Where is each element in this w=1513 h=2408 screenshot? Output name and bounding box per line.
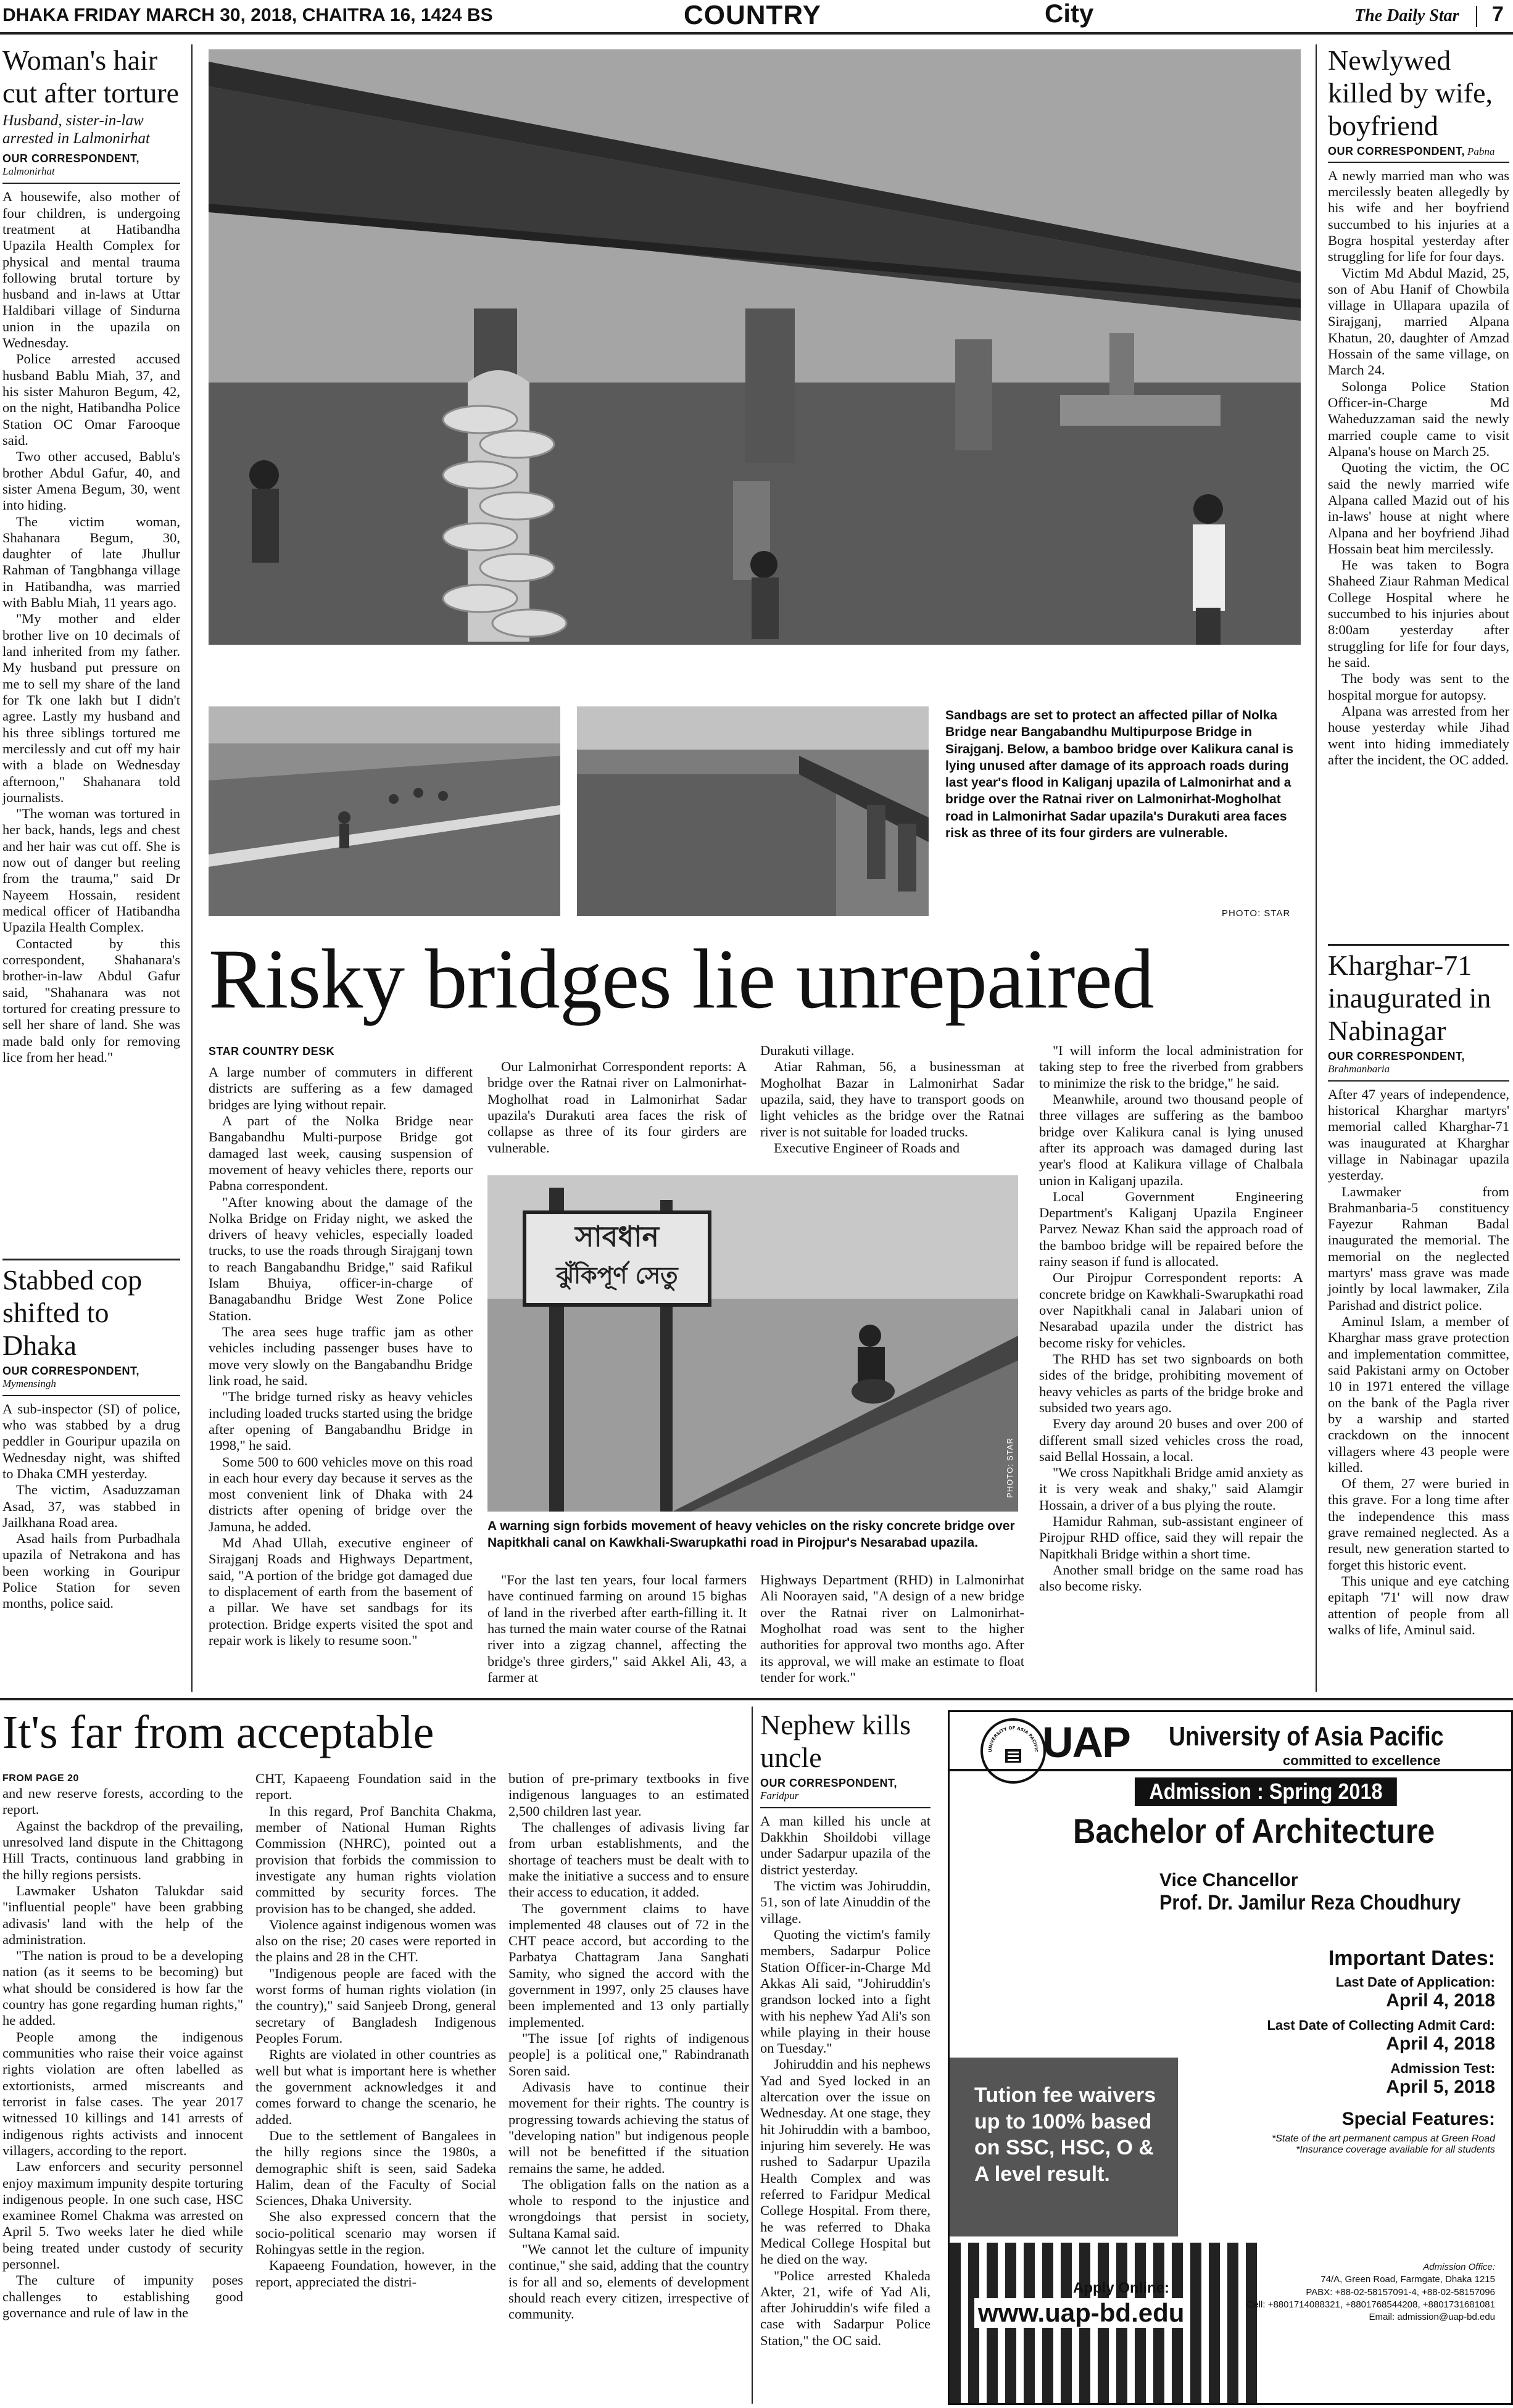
paragraph: "For the last ten years, four local farmers have continued farming on around 15 bighas of land in the riverbed after earth-filling it. It has turned the main water course of the Ratnai river into a zigzag channel, affecting the bridge's three girders," said Akkel Ali, 43, a farmer at (487, 1572, 747, 1685)
paragraph: Of them, 27 were buried in this grave. For a long time after the independence this mass grave remained neglected. As a result, new generation started to forget this historic event. (1328, 1476, 1509, 1573)
date-value: April 4, 2018 (1386, 1990, 1495, 2011)
paragraph: Md Ahad Ullah, executive engineer of Sirajganj Roads and Highways Department, said, "A portion of the bridge got damaged due to displacement of earth from the basement of a pillar. We have set sandbags for its protection. Bridge experts visited the spot and repair work is likely to resume soon." (209, 1535, 473, 1648)
paragraph: Asad hails from Purbadhala upazila of Netrakona and has been working in Gouripur Police Station for seven months, police said. (2, 1531, 180, 1612)
page-number: 7 (1492, 2, 1504, 26)
main-photo-caption: Sandbags are set to protect an affected pillar of Nolka Bridge near Bangabandhu Multipurpose Bridge in Sirajganj. Below, a bamboo bridge over Kalikura canal is lying unused after damage of its approach roads during last year's flood in Kaliganj upazila of Lalmonirhat and a bridge over the Ratnai river on Lalmonirhat-Mogholhat road in Lalmonirhat Sadar upazila's Durakuti area faces risk as three of its four girders are vulnerable. (945, 708, 1294, 841)
uap-vc-label: Vice Chancellor (1159, 1870, 1298, 1890)
paragraph: In this regard, Prof Banchita Chakma, member of National Human Rights Commission (NHRC), pointed out a provision that forbids the commission to investigate any human rights violation committed by security forces. The provision has to be changed, she added. (255, 1803, 496, 1916)
acceptable-column-2 (255, 1771, 496, 2290)
bridges-column-4 (1039, 1043, 1303, 1595)
bridges-column-2-bottom (487, 1572, 747, 1686)
paragraph: Solonga Police Station Officer-in-Charge Md Waheduzzaman said the newly married couple came to visit Alpana's house on March 25. (1328, 378, 1509, 459)
paragraph: He was taken to Bogra Shaheed Ziaur Rahman Medical College Hospital where he succumbed to his injuries about 8:00am yesterday after struggling for life for four days, he said. (1328, 557, 1509, 671)
article-woman-hair (2, 44, 180, 1065)
acceptable-column-3 (508, 1771, 749, 2323)
sign-photo-caption: A warning sign forbids movement of heavy vehicles on the risky concrete bridge over Napitkhali canal on Kawkhali-Swarupkathi road in Pirojpur's Nesarabad upazila. (487, 1519, 1015, 1550)
header-rule (0, 32, 1513, 35)
sign-text-line1: সাবধান (575, 1220, 659, 1253)
paragraph: "Indigenous people are faced with the worst forms of human rights violation (in the country)," said Sanjeeb Drong, general secretary of Bangladesh Indigenous Peoples Forum. (255, 1965, 496, 2046)
bridges-column-1 (209, 1043, 473, 1649)
date-value: April 4, 2018 (1386, 2034, 1495, 2054)
paragraph: Alpana was arrested from her house yesterday while Jihad went into hiding immediately after the incident, the OC added. (1328, 703, 1509, 767)
paragraph: "We cannot let the culture of impunity continue," she said, adding that the country is for all and so, elements of development should reach every citizen, irrespective of community. (508, 2241, 749, 2322)
paragraph: "We cross Napitkhali Bridge amid anxiety as it is very weak and shaky," said Alamgir Hossain, a driver of a bus plying the route. (1039, 1465, 1303, 1513)
bridges-desk: STAR COUNTRY DESK (209, 1045, 335, 1057)
paragraph: The RHD has set two signboards on both sides of the bridge, prohibiting movement of heavy vehicles as parts of the bridge broke and subsided two years ago. (1039, 1351, 1303, 1415)
paragraph: Two other accused, Bablu's brother Abdul Gafur, 40, and sister Amena Begum, 30, went into hiding. (2, 449, 180, 513)
subsection-title: City (1045, 0, 1094, 28)
paragraph: The area sees huge traffic jam as other vehicles including passenger buses have to move very slowly on the Bangabandhu Bridge link road, he said. (209, 1324, 473, 1388)
column-rule-right (1316, 44, 1317, 1692)
date-label: Last Date of Collecting Admit Card: (1267, 2017, 1495, 2033)
paragraph: Rights are violated in other countries as well but what is important here is whether the government acknowledges it and comes forward to change the scenario, he added. (255, 2046, 496, 2127)
feature-item: *Insurance coverage available for all students (1296, 2145, 1495, 2155)
date-label: Admission Test: (1390, 2061, 1495, 2076)
features-title: Special Features: (1341, 2109, 1495, 2129)
uap-waiver-text: Tution fee waivers up to 100% based on SSC, HSC, O & A level result. (974, 2083, 1156, 2186)
paragraph: "I will inform the local administration for taking step to free the riverbed from grabbers to minimize the risk to the bridge," he said. (1039, 1043, 1303, 1091)
date-value: April 5, 2018 (1386, 2077, 1495, 2097)
nolka-bridge-photo (209, 49, 1301, 645)
office-line: Cell: +8801714088321, +8801768544208, +8801731681081 (1246, 2299, 1495, 2310)
office-line: 74/A, Green Road, Farmgate, Dhaka 1215 (1320, 2274, 1495, 2285)
woman-hair-headline: Woman's hair cut after torture (2, 44, 180, 109)
paragraph: The victim, Asaduzzaman Asad, 37, was stabbed in Jailkhana Road area. (2, 1482, 180, 1530)
bridge-illustration (209, 49, 1301, 645)
nephew-place: Faridpur (760, 1789, 799, 1802)
article-kharghar (1328, 944, 1509, 1638)
stabbed-cop-place: Mymensingh (2, 1377, 56, 1389)
paragraph: Kapaeeng Foundation, however, in the report, appreciated the distri- (255, 2257, 496, 2290)
uap-office-info (1247, 2261, 1495, 2323)
paragraph: Our Pirojpur Correspondent reports: A concrete bridge on Kawkhali-Swarupkathi road over Napitkhali canal in Jalabari union of Nesarabad upazila under the district has become risky for vehicles. (1039, 1270, 1303, 1351)
sign-photo-credit: PHOTO: STAR (1005, 1438, 1014, 1498)
paragraph: bution of pre-primary textbooks in five indigenous languages to an estimated 2,500 children last year. (508, 1771, 749, 1819)
ad-rule (950, 1769, 1511, 1771)
woman-hair-body (2, 189, 180, 1065)
paragraph: The obligation falls on the nation as a whole to respond to the injustice and wrongdoings that persist in society, Sultana Kamal said. (508, 2176, 749, 2241)
paragraph: "The nation is proud to be a developing nation (as it seems to be becoming) but what should be considered is how far the country has gone regarding human rights," he added. (2, 1948, 243, 2029)
uap-tagline: committed to excellence (1283, 1753, 1441, 1768)
paragraph: A sub-inspector (SI) of police, who was stabbed by a drug peddler in Gouripur upazila on Wednesday night, was shifted to Dhaka CMH yesterday. (2, 1401, 180, 1481)
paragraph: Law enforcers and security personnel enjoy maximum impunity despite torturing indigenous people. In one such case, HSC examinee Romel Chakma was arrested on April 5. Two weeks later he died while being treated under custody of security personnel. (2, 2159, 243, 2272)
woman-hair-place: Lalmonirhat (2, 165, 55, 178)
paragraph: "The woman was tortured in her back, hands, legs and chest and her hair was cut off. She is now out of danger but reeling from the trauma," said Dr Nayeem Hossain, resident medical officer of Hatibandha Upazila Health Complex. (2, 806, 180, 935)
paragraph: Durakuti village. (760, 1043, 855, 1058)
kharghar-place: Brahmanbaria (1328, 1062, 1390, 1075)
paragraph: The victim was Johiruddin, 51, son of late Ainuddin of the village. (760, 1878, 931, 1926)
office-line: PABX: +88-02-58157091-4, +88-02-58157096 (1306, 2286, 1495, 2298)
stabbed-cop-headline: Stabbed cop shifted to Dhaka (2, 1264, 143, 1361)
header-divider (1476, 6, 1477, 27)
paragraph: Every day around 20 buses and over 200 of different small sized vehicles cross the road, said Bellal Hossain, a local. (1039, 1416, 1303, 1464)
bridges-column-3-top (760, 1043, 1024, 1156)
paragraph: Against the backdrop of the prevailing, unresolved land dispute in the Chittagong Hill Tracts, continuous land grabbing in the hilly regions persists. (2, 1818, 243, 1882)
paragraph: Highways Department (RHD) in Lalmonirhat Ali Noorayen said, "A design of a new bridge over the Ratnai river on Lalmonirhat-Mogholhat road was sent to the higher authorities for approval two months ago. After its approval, we will make an estimate to float tender for work." (760, 1572, 1024, 1685)
dateline: DHAKA FRIDAY MARCH 30, 2018, CHAITRA 16, 1424 BS (2, 5, 493, 25)
paragraph: The body was sent to the hospital morgue for autopsy. (1328, 671, 1509, 703)
paragraph: She also expressed concern that the socio-political scenario may worsen if Rohingyas settle in the region. (255, 2209, 496, 2257)
svg-text:UNIVERSITY OF ASIA PACIFIC (988, 1726, 1038, 1752)
uap-advertisement[interactable] (948, 1710, 1513, 2405)
uap-important-dates (1267, 1947, 1495, 2156)
bridges-column-3-bottom (760, 1572, 1024, 1686)
paragraph: Some 500 to 600 vehicles move on this road in each hour every day because it serves as the most convenient link of Dhaka with 24 districts after opening of bridge over the Jamuna, he added. (209, 1454, 473, 1534)
paragraph: and new reserve forests, according to the report. (2, 1785, 243, 1818)
paragraph: Aminul Islam, a member of Kharghar mass grave protection and implementation committee, said Pakistani army on October 10 in 1971 entered the village on the bank of the Pagla river by a warship and started crackdown on the innocent villagers where 43 people were killed. (1328, 1314, 1509, 1475)
uap-program: Bachelor of Architecture (1073, 1811, 1435, 1850)
paragraph: A large number of commuters in different districts are suffering as a few damaged bridges are lying without repair. (209, 1064, 473, 1112)
paragraph: Meanwhile, around two thousand people of three villages are suffering as the bamboo bridge over Kalikura canal is lying unused after its approach was damaged during last year's flood at Kalikura village of Chalbala union in Kaliganj upazila. (1039, 1091, 1303, 1188)
office-title: Admission Office: (1423, 2262, 1495, 2272)
date-label: Last Date of Application: (1335, 1974, 1495, 1990)
nephew-headline: Nephew kills uncle (760, 1709, 911, 1773)
paragraph: Victim Md Abdul Mazid, 25, son of Abu Hanif of Chowbila village in Ullapara upazila of Sirajganj, married Alpana Khatun, 20, daughter of Amzad Hossain of the same village, on March 24. (1328, 265, 1509, 378)
article-stabbed-cop (2, 1259, 180, 1612)
seal-text: UNIVERSITY OF ASIA PACIFIC (987, 1725, 1039, 1753)
ratnai-bridge-illustration (577, 706, 929, 916)
uap-vc-name: Prof. Dr. Jamilur Reza Choudhury (1159, 1891, 1461, 1914)
paragraph: CHT, Kapaeeng Foundation said in the report. (255, 1771, 496, 1803)
paragraph: Contacted by this correspondent, Shahanara's brother-in-law Abdul Gafur said, "Shahanara was not tortured for creating pressure to sell her share of land. She was made bald only for removing lice from her head." (2, 935, 180, 1065)
paragraph: This unique and eye catching epitaph '71' will now draw attention of people from all walks of life, Aminul said. (1328, 1573, 1509, 1637)
dates-title: Important Dates: (1328, 1947, 1495, 1970)
newlywed-byline: OUR CORRESPONDENT, (1328, 144, 1465, 157)
column-rule-left (191, 44, 193, 1692)
paragraph: Our Lalmonirhat Correspondent reports: A bridge over the Ratnai river on Lalmonirhat-Mogholhat road in Lalmonirhat Sadar upazila's Durakuti area faces the risk of collapse as three of its four girders are vulnerable. (487, 1059, 747, 1156)
uap-university-name: University of Asia Pacific (1169, 1721, 1444, 1752)
paragraph: A housewife, also mother of four children, is undergoing treatment at Hatibandha Upazila Health Complex for physical and mental trauma following brutal torture by husband and in-laws at Uttar Haldibari village of Sindurna union in the upazila on Wednesday. (2, 189, 180, 351)
paragraph: After 47 years of independence, historical Kharghar martyrs' memorial called Kharghar-71 was inaugurated at Kharghar village in Nabinagar upazila yesterday. (1328, 1086, 1509, 1183)
paragraph: "After knowing about the damage of the Nolka Bridge on Friday night, we asked the drivers of heavy vehicles, especially loaded trucks, to use the roads through Sirajganj town to reach Bangabandhu Bridge," said Rafikul Islam Bhuiya, officer-in-charge of Banagabandhu Bridge West Zone Police Station. (209, 1194, 473, 1323)
paragraph: Another small bridge on the same road has also become risky. (1039, 1562, 1303, 1594)
paragraph: Local Government Engineering Department's Kaliganj Upazila Engineer Parvez Newaz Khan said the approach road of the bamboo bridge will be repaired before the rainy season if fund is allocated. (1039, 1188, 1303, 1270)
paragraph: Violence against indigenous women was also on the rise; 20 cases were reported in the plains and 28 in the CHT. (255, 1916, 496, 1965)
paragraph: Quoting the victim, the OC said the newly married wife Alpana called Mazid out of his in-laws' house at night where Alpana and her boyfriend Jihad Hossain beat him mercilessly. (1328, 460, 1509, 556)
sign-text-line2: ঝুঁকিপূর্ণ সেতু (556, 1262, 678, 1289)
uap-website-link[interactable]: www.uap-bd.edu (974, 2298, 1188, 2328)
kharghar-headline: Kharghar-71 inaugurated in Nabinagar (1328, 950, 1491, 1046)
newlywed-headline: Newlywed killed by wife, boyfriend (1328, 44, 1493, 141)
paragraph: Lawmaker from Brahmanbaria-5 constituency Fayezur Rahman Badal inaugurated the memorial. The memorial on the neglected martyrs' mass grave was made jointly by local lawmaker, Zila Parishad and district police. (1328, 1183, 1509, 1313)
uap-logo-text: UAP (1042, 1718, 1130, 1766)
newlywed-place: Pabna (1467, 145, 1495, 157)
paragraph: Due to the settlement of Bangalees in the hilly regions since the 1980s, a demographic shift is seen, said Sadeka Halim, dean of the Faculty of Social Sciences, Dhaka University. (255, 2127, 496, 2209)
paragraph: People among the indigenous communities who raise their voice against rights violation are often labelled as extortionists, armed miscreants and terrorist in false cases. The year 2017 witnessed 10 killings and 141 arrests of indigenous rights activists and innocent villagers, according to the report. (2, 2029, 243, 2158)
paragraph: The victim woman, Shahanara Begum, 30, daughter of late Jhullur Rahman of Tangbhanga village in Hatibandha, was married with Bablu Miah, 11 years ago. (2, 513, 180, 611)
paragraph: Executive Engineer of Roads and (774, 1140, 960, 1156)
acceptable-headline: It's far from acceptable (2, 1707, 434, 1758)
bottom-section-rule (0, 1698, 1513, 1700)
column-rule-bottom (752, 1707, 753, 2404)
paragraph: "Police arrested Khaleda Akter, 21, wife of Yad Ali, after Johiruddin's wife filed a case with Sadarpur Police Station," the OC said. (760, 2267, 931, 2348)
paragraph: Lawmaker Ushaton Talukdar said "influential people" have been grabbing adivasis' land with the help of the administration. (2, 1882, 243, 1947)
woman-hair-subhead: Husband, sister-in-law arrested in Lalmonirhat (2, 112, 150, 147)
kharghar-byline: OUR CORRESPONDENT, (1328, 1049, 1465, 1062)
paragraph: "My mother and elder brother live on 10 decimals of land inherited from my father. My husband put pressure on me to sell my share of the land for Tk one lakh but I didn't agree. Lastly my husband and his three siblings tortured me mercilessly and cut off my hair with a blade on Wednesday afternoon," Shahanara told journalists. (2, 611, 180, 805)
article-nephew (760, 1709, 931, 2349)
bridges-column-2-top (487, 1059, 747, 1156)
stabbed-cop-byline: OUR CORRESPONDENT, (2, 1364, 140, 1377)
ratnai-bridge-photo (577, 706, 929, 916)
paragraph: Quoting the victim's family members, Sadarpur Police Station Officer-in-Charge Md Akkas Ali said, "Johiruddin's grandson locked into a fight with his nephew Yad Ali's son while playing in their house on Tuesday." (760, 1926, 931, 2056)
bamboo-bridge-illustration (209, 706, 560, 916)
nephew-byline: OUR CORRESPONDENT, (760, 1776, 898, 1789)
warning-sign-illustration (487, 1175, 1018, 1512)
masthead-logo: The Daily Star (1354, 6, 1459, 25)
paragraph: The challenges of adivasis living far from urban establishments, and the shortage of teachers must be dealt with to make the initiative a success and to ensure their access to education, it added. (508, 1819, 749, 1900)
uap-seal (980, 1718, 1046, 1784)
paragraph: A newly married man who was mercilessly beaten allegedly by his wife and her boyfriend succumbed to his injuries at a Bogra hospital yesterday after struggling for life for four days. (1328, 167, 1509, 265)
section-title: COUNTRY (684, 0, 821, 30)
paragraph: "The issue [of rights of indigenous people] is a political one," Rabindranath Soren said. (508, 2030, 749, 2079)
warning-sign-photo (487, 1175, 1018, 1512)
paragraph: A part of the Nolka Bridge near Bangabandhu Multi-purpose Bridge got damaged last week, causing suspension of movement of heavy vehicles there, reports our Pabna correspondent. (209, 1112, 473, 1194)
paragraph: Atiar Rahman, 56, a businessman at Mogholhat Bazar in Lalmonirhat Sadar upazila, said, they have to transport goods on light vehicles as the bridge over the Ratnai river is not suitable for loaded trucks. (760, 1059, 1024, 1140)
paragraph: The government claims to have implemented 48 clauses out of 72 in the CHT peace accord, but according to the Parbatya Chattagram Jana Sanghati Samity, who signed the accord with the government in 1997, only 25 clauses have been implemented and 13 only partially implemented. (508, 1900, 749, 2030)
feature-item: *State of the art permanent campus at Green Road (1272, 2133, 1495, 2144)
bridges-headline: Risky bridges lie unrepaired (209, 932, 1154, 1026)
paragraph: Adivasis have to continue their movement for their rights. The country is progressing towards achieving the status of "developing nation" but indigenous people will not be benefitted if the situation remains the same, he added. (508, 2079, 749, 2176)
article-newlywed (1328, 44, 1509, 768)
main-photo-credit: PHOTO: STAR (1222, 908, 1291, 919)
paragraph: The culture of impunity poses challenges to establishing good governance and rule of law in the (2, 2272, 243, 2320)
acceptable-column-1 (2, 1771, 243, 2321)
paragraph: Johiruddin and his nephews Yad and Syed locked in an altercation over the issue on Wednesday. At one stage, they hit Johiruddin with a bamboo, injuring him severely. He was rushed to Sadarpur Upazila Health Complex and was referred to Faridpur Medical College Hospital. From there, he was referred to Dhaka Medical College Hospital but he died on the way. (760, 2056, 931, 2267)
woman-hair-byline: OUR CORRESPONDENT, (2, 152, 140, 165)
paragraph: "The bridge turned risky as heavy vehicles including loaded trucks started using the bridge after opening of Bangabandhu Bridge in 1998," he said. (209, 1389, 473, 1454)
uap-admission-banner: Admission : Spring 2018 (1135, 1777, 1397, 1806)
uap-apply-label: Apply Online: (1073, 2280, 1169, 2296)
office-line: Email: admission@uap-bd.edu (1369, 2312, 1495, 2322)
paragraph: A man killed his uncle at Dakkhin Shoildobi village under Sadarpur upazila of the district yesterday. (760, 1813, 931, 1877)
paragraph: Police arrested accused husband Bablu Miah, 37, and his sister Mahuron Begum, 42, on the night, Hatibandha Police Station OC Omar Farooque said. (2, 351, 180, 448)
bamboo-bridge-photo (209, 706, 560, 916)
uap-seal-icon (983, 1721, 1043, 1781)
paragraph: Hamidur Rahman, sub-assistant engineer of Pirojpur RHD office, said they will repair the Napitkhali Bridge within a short time. (1039, 1513, 1303, 1562)
acceptable-from-page: FROM PAGE 20 (2, 1773, 79, 1784)
